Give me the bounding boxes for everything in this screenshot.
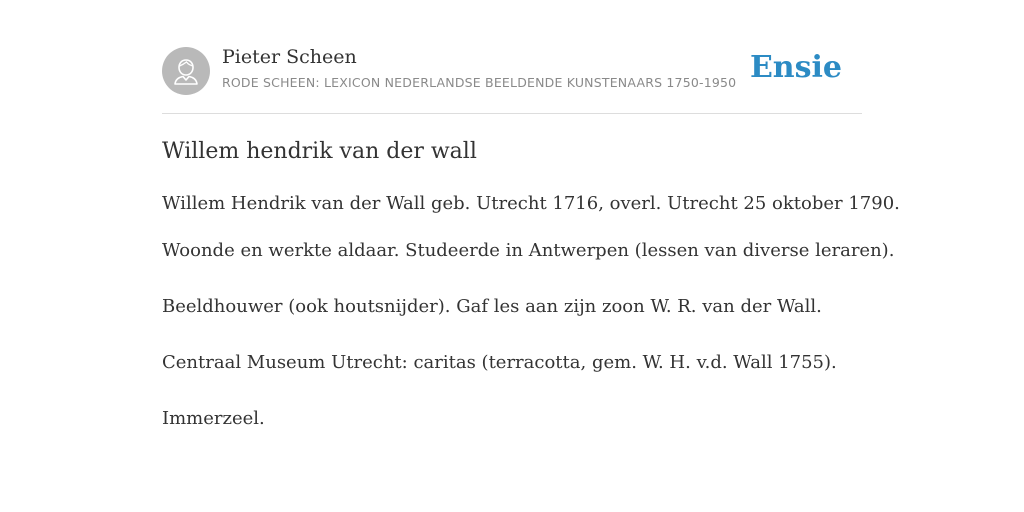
page-title: Willem hendrik van der wall [162,139,477,164]
source-title[interactable]: RODE SCHEEN: LEXICON NEDERLANDSE BEELDENDE KUNSTENAARS 1750-1950 [222,75,737,90]
article-header [162,0,862,114]
article-page [162,0,900,429]
article-paragraph: Willem Hendrik van der Wall geb. Utrecht 1716, overl. Utrecht 25 oktober 1790. [162,193,900,214]
author-avatar[interactable] [162,47,210,95]
ensie-logo[interactable]: Ensie [749,50,842,85]
article-paragraph: Centraal Museum Utrecht: caritas (terracotta, gem. W. H. v.d. Wall 1755). [162,352,837,373]
author-name[interactable]: Pieter Scheen [222,46,357,68]
user-icon [162,47,210,95]
article-paragraph: Woonde en werkte aldaar. Studeerde in Antwerpen (lessen van diverse leraren). [162,240,895,261]
article-paragraph: Immerzeel. [162,408,265,429]
article-paragraph: Beeldhouwer (ook houtsnijder). Gaf les aan zijn zoon W. R. van der Wall. [162,296,822,317]
